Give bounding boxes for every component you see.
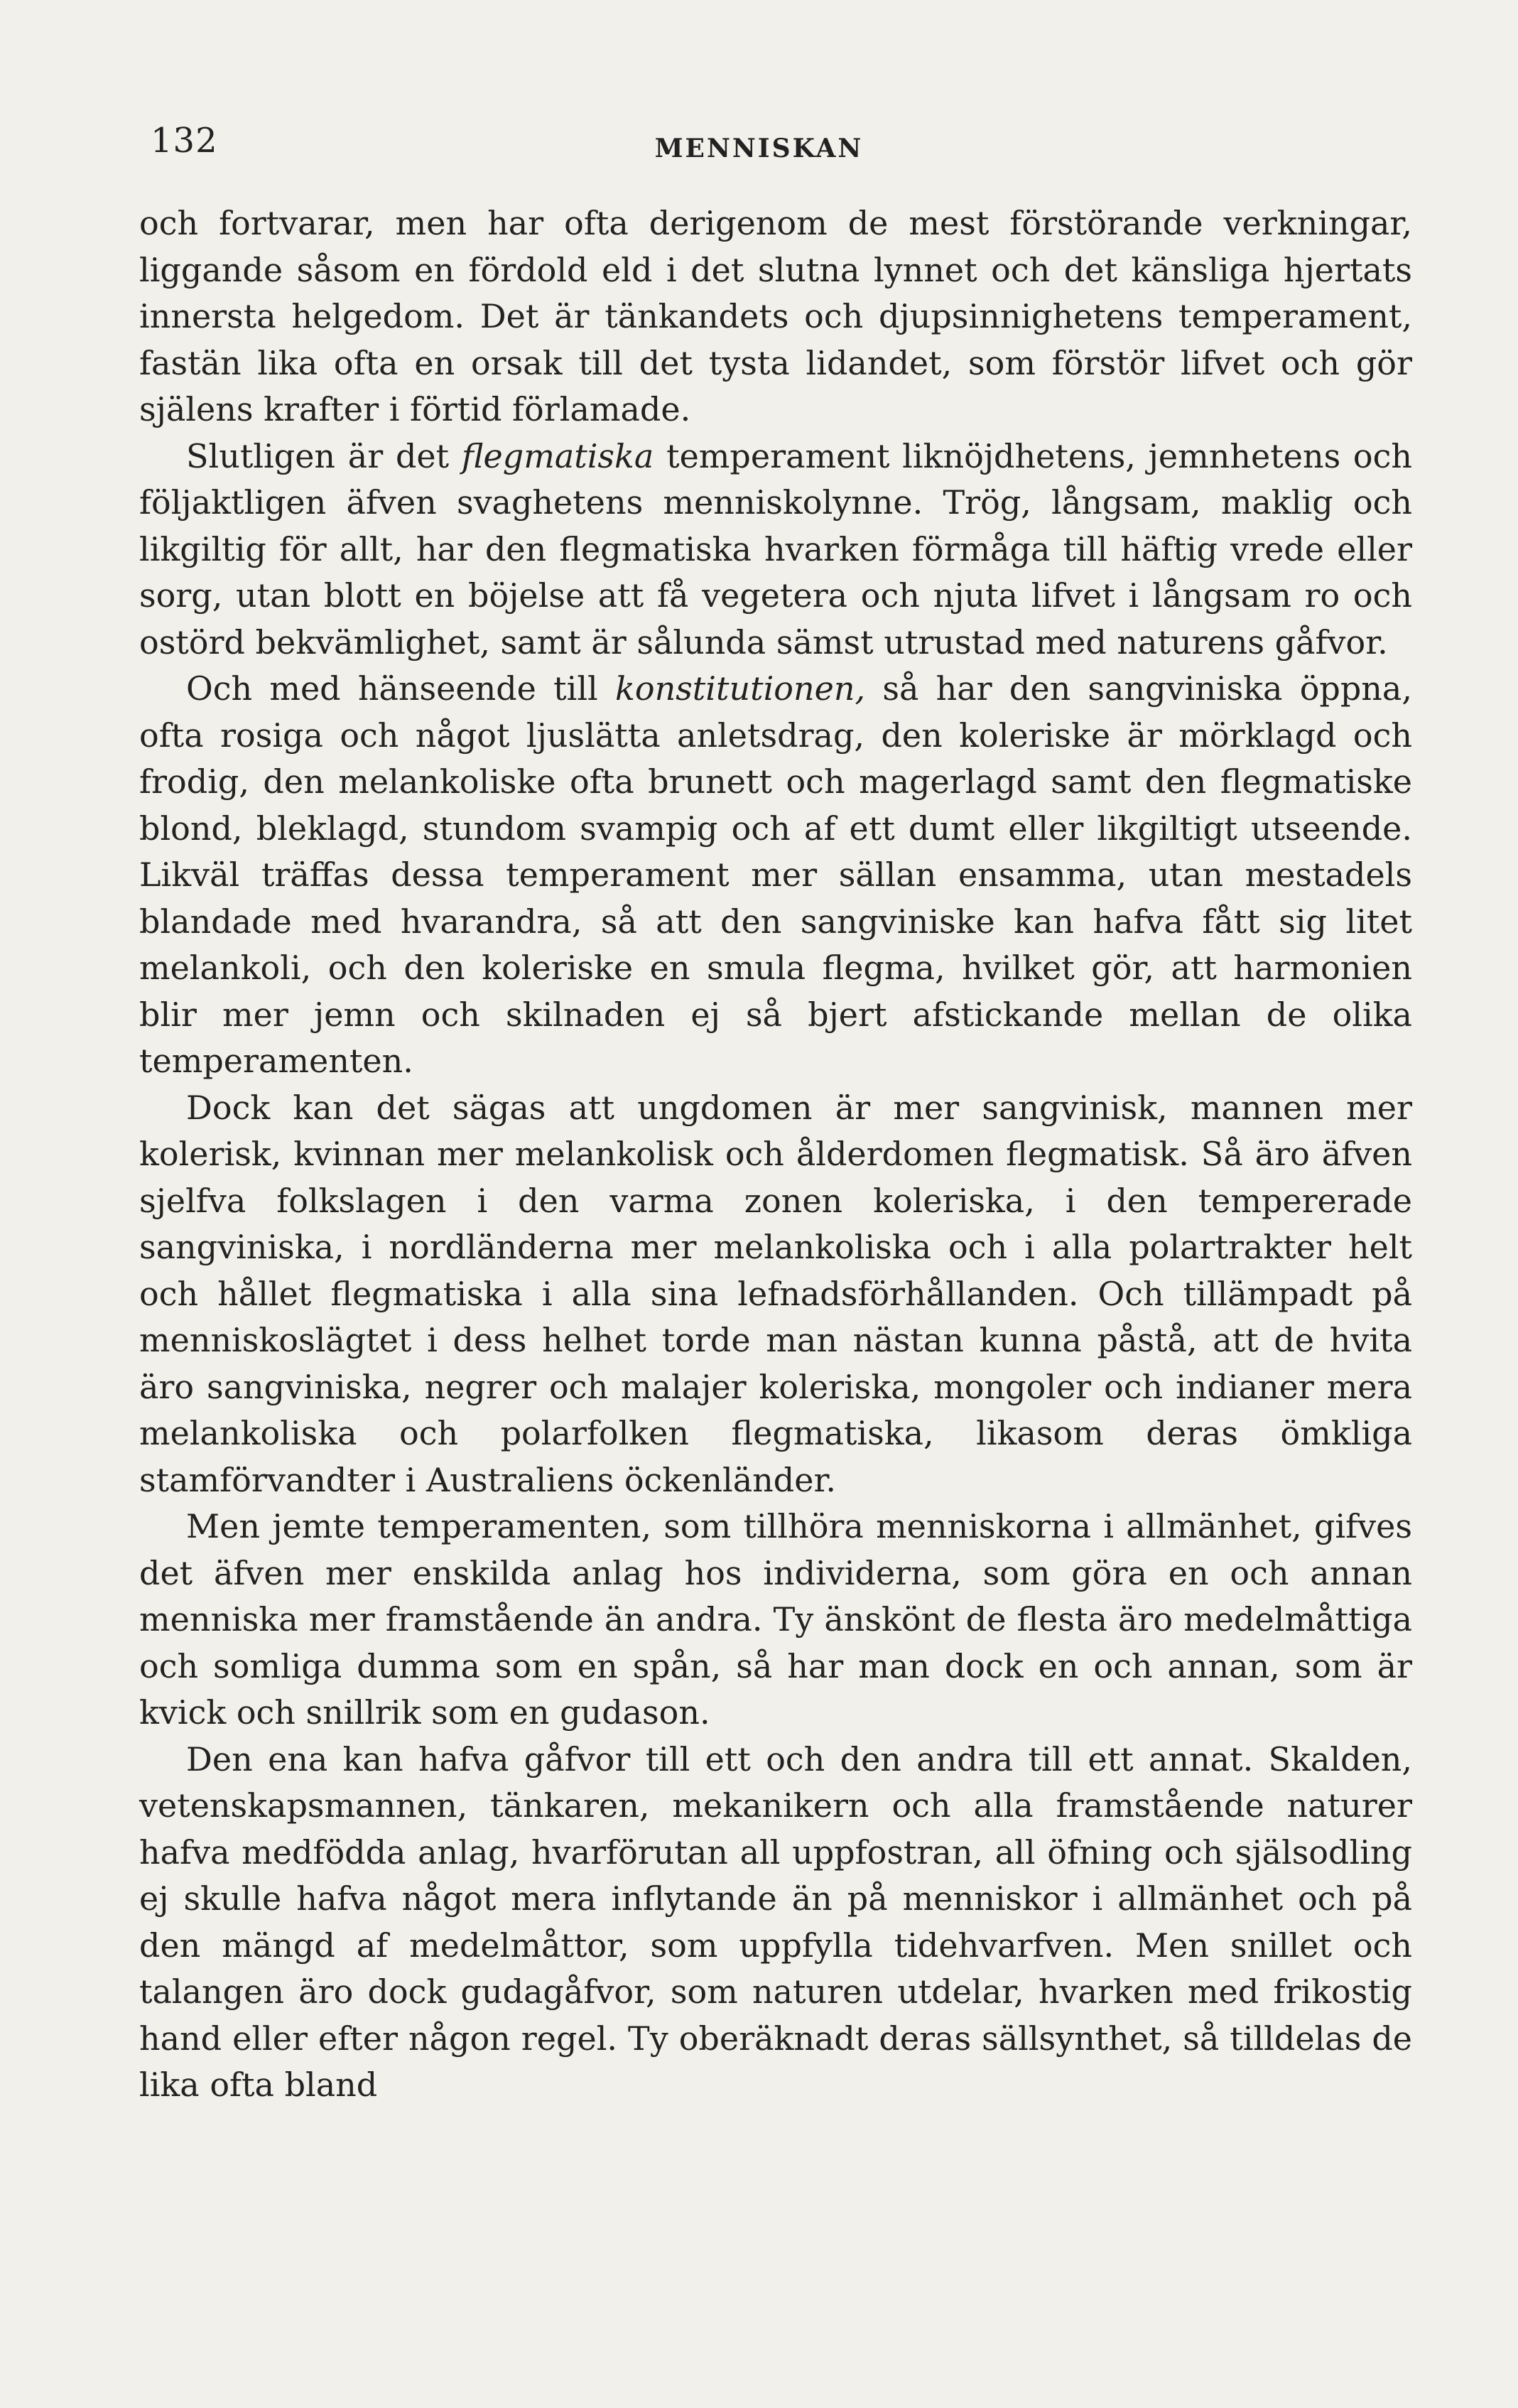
running-title: MENNISKAN [654,134,864,163]
italic-term: flegmatiska [461,436,654,475]
paragraph-continued: och fortvarar, men har ofta derigenom de mest förstörande verkningar, liggande såsom en fördold eld i det slutna lynnet och det känsliga hjertats innersta helgedom. Det är tänkandets och djupsinnighetens temperament, fastän lika ofta en orsak till det tysta lidandet, som förstör lifvet och gör själens krafter i förtid förlamade. [139,204,1412,428]
paragraph-anlag: Men jemte temperamenten, som tillhöra menniskorna i allmänhet, gifves det äfven mer enskilda anlag hos individerna, som göra en och annan menniska mer framstående än andra. Ty änskönt de flesta äro medelmåttiga och somliga dumma som en spån, så har man dock en och annan, som är kvick och snillrik som en gudason. [139,1507,1412,1732]
body-text [139,200,1412,2109]
paragraph-text: Slutligen är det [186,436,462,475]
page-number: 132 [151,121,218,161]
paragraph-flegmatiska [139,433,1412,666]
italic-term: konstitutionen, [615,669,866,708]
paragraph-konstitutionen [139,666,1412,1085]
paragraph-ungdomen: Dock kan det sägas att ungdomen är mer sangvinisk, mannen mer kolerisk, kvinnan mer melankolisk och ålderdomen flegmatisk. Så äro äfven sjelfva folkslagen i den varma zonen koleriska, i den tempererade sangviniska, i nordländerna mer melankoliska och i alla polartrakter helt och hållet flegmatiska i alla sina lefnadsförhållanden. Och tillämpadt på menniskoslägtet i dess helhet torde man nästan kunna påstå, att de hvita äro sangviniska, negrer och malajer koleriska, mongoler och indianer mera melankoliska och polarfolken flegmatiska, likasom deras ömkliga stamförvandter i Australiens öckenländer. [139,1088,1412,1499]
paragraph-text: så har den sangviniska öppna, ofta rosiga och något ljuslätta anletsdrag, den koleriske är mörklagd och frodig, den melankoliske ofta brunett och magerlagd samt den flegmatiske blond, bleklagd, stundom svampig och af ett dumt eller likgiltigt utseende. Likväl träffas dessa temperament mer sällan ensamma, utan mestadels blandade med hvarandra, så att den sangviniske kan hafva fått sig litet melankoli, och den koleriske en smula flegma, hvilket gör, att harmonien blir mer jemn och skilnaden ej så bjert afstickande mellan de olika temperamenten. [139,669,1412,1080]
paragraph-gafvor: Den ena kan hafva gåfvor till ett och den andra till ett annat. Skalden, vetenskapsmannen, tänkaren, mekanikern och alla framstående naturer hafva medfödda anlag, hvarförutan all uppfostran, all öfning och själsodling ej skulle hafva något mera inflytande än på menniskor i allmänhet och på den mängd af medelmåttor, som uppfylla tidehvarfven. Men snillet och talangen äro dock gudagåfvor, som naturen utdelar, hvarken med frikostig hand eller efter någon regel. Ty oberäknadt deras sällsynthet, så tilldelas de lika ofta bland [139,1739,1412,2104]
paragraph-text: temperament liknöjdhetens, jemnhetens och följaktligen äfven svaghetens menniskolynne. Trög, långsam, maklig och likgiltig för allt, har den flegmatiska hvarken förmåga till häftig vrede eller sorg, utan blott en böjelse att få vegetera och njuta lifvet i långsam ro och ostörd bekvämlighet, samt är sålunda sämst utrustad med naturens gåfvor. [139,436,1412,662]
paragraph-text: Och med hänseende till [186,669,615,708]
